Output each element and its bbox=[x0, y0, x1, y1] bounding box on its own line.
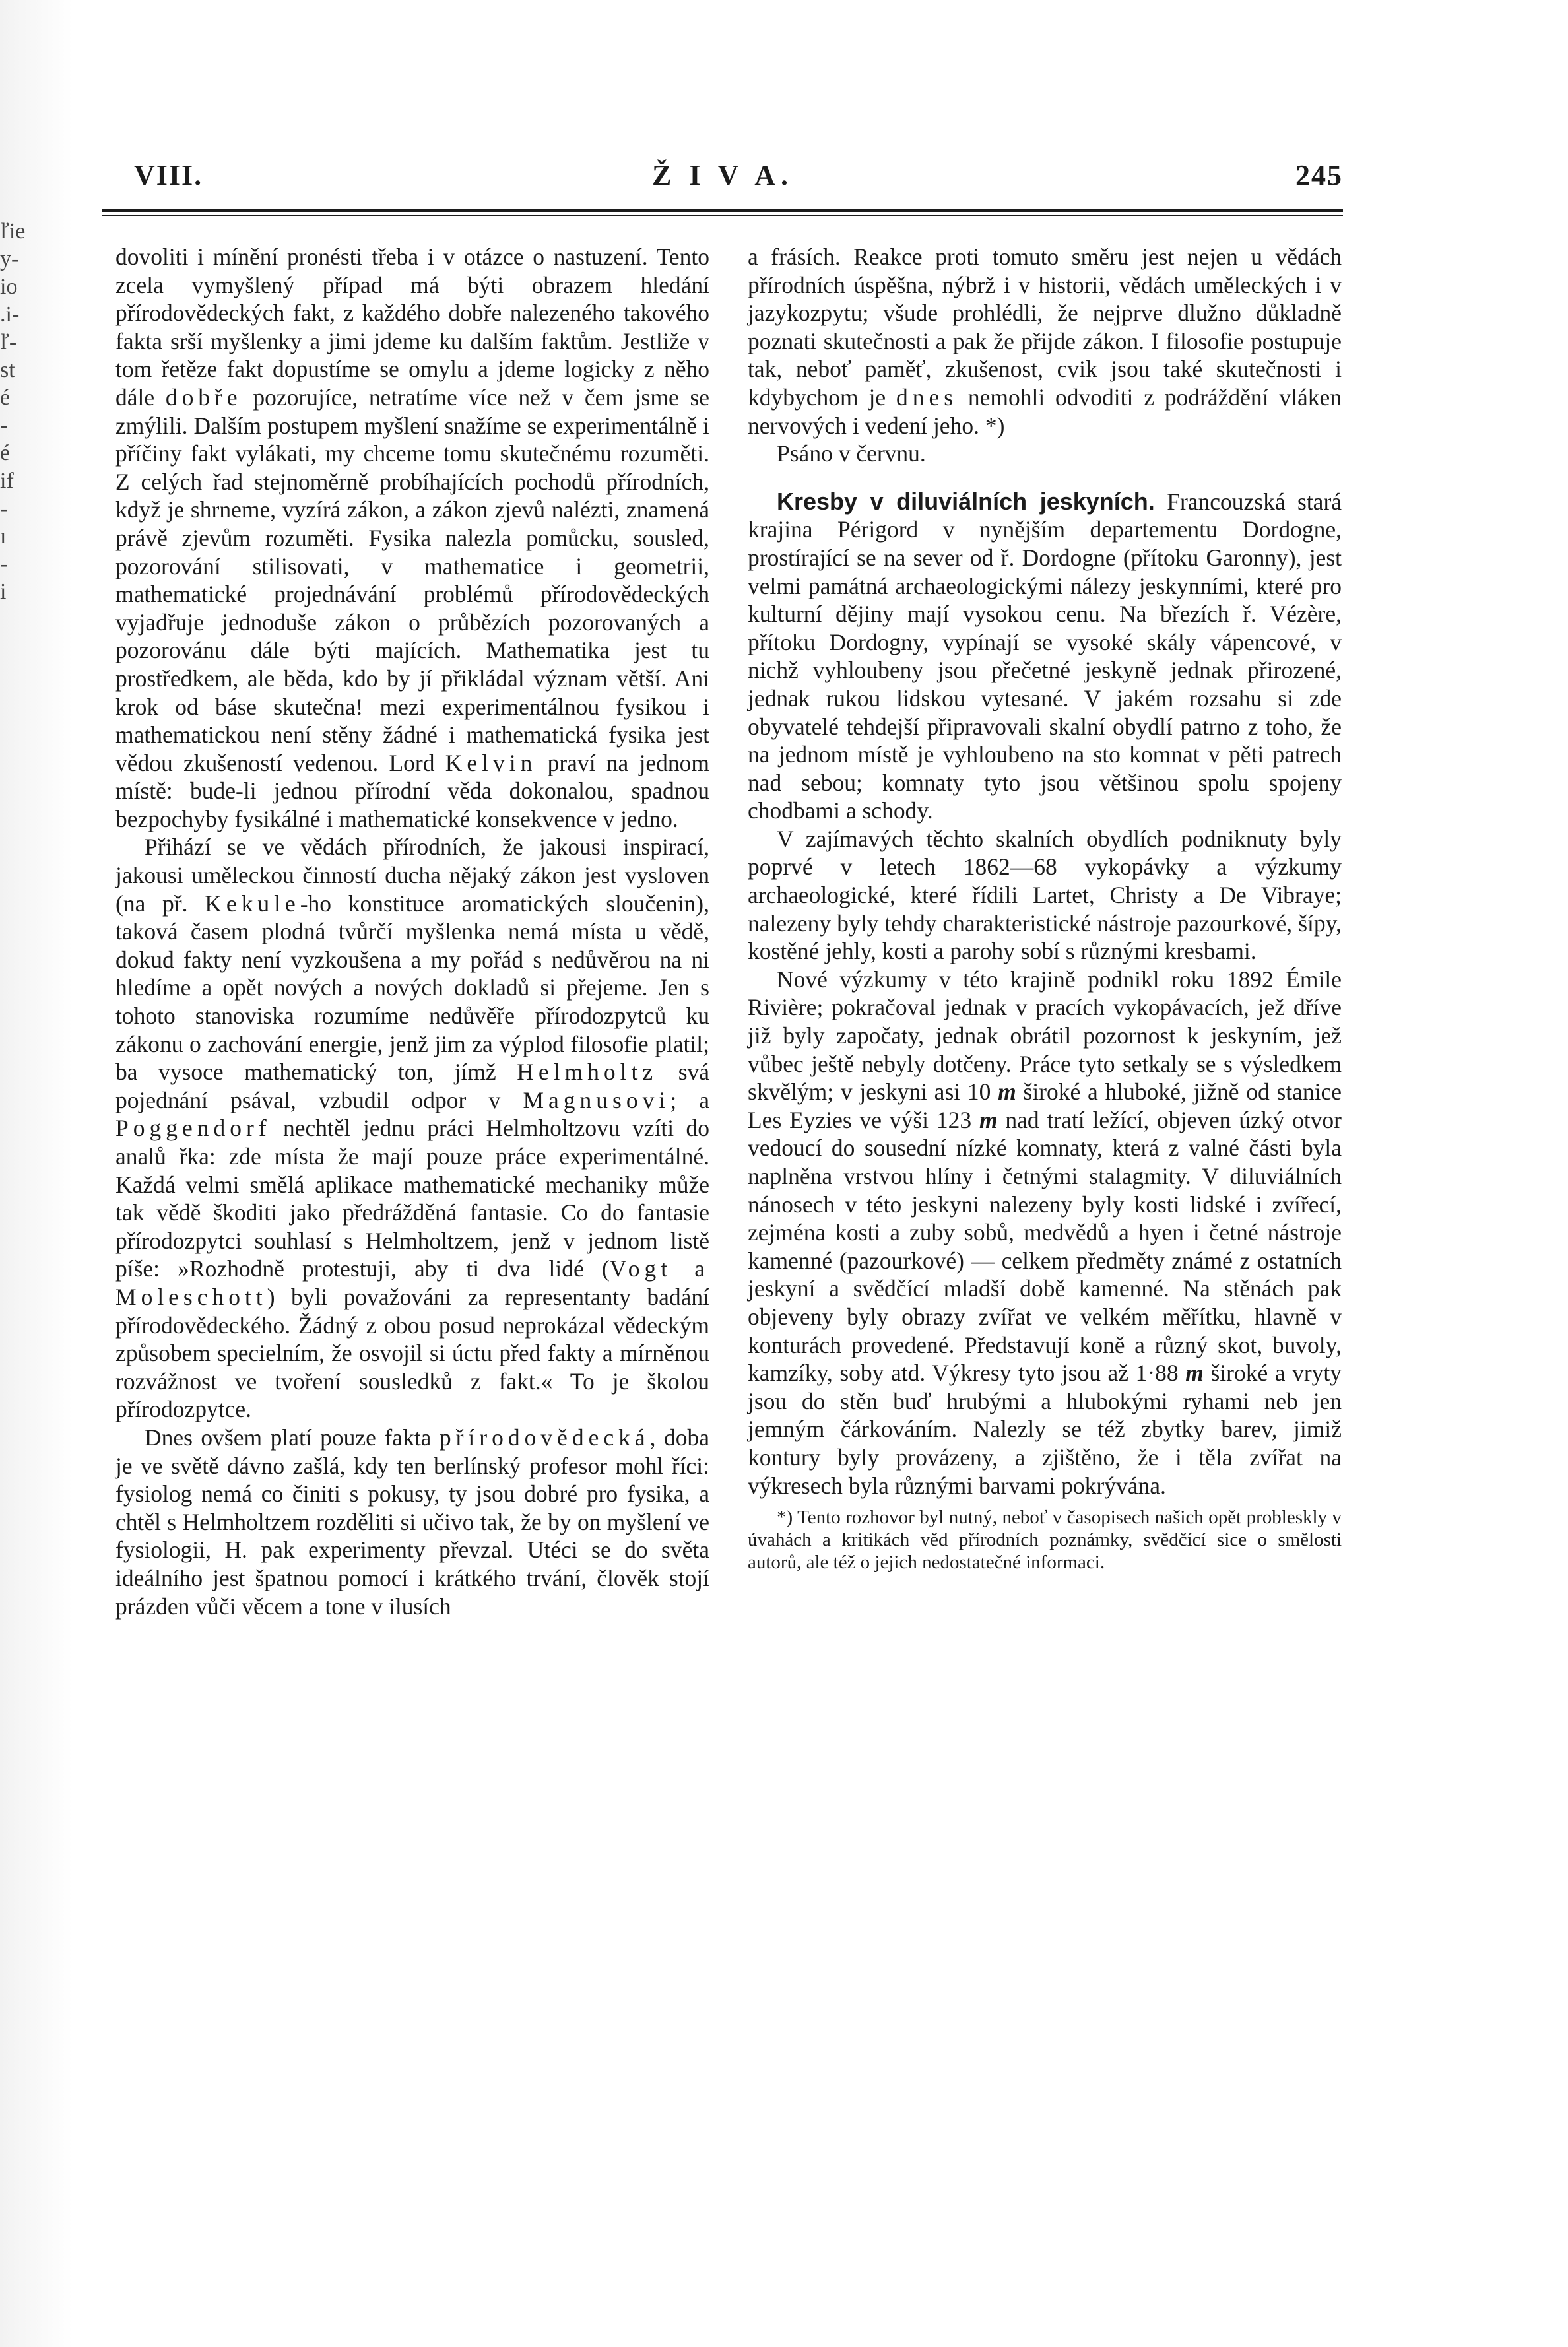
journal-title: Ž I V A. bbox=[651, 159, 793, 191]
fragment: ľie bbox=[0, 219, 26, 244]
unit-m: m bbox=[1185, 1360, 1204, 1387]
paragraph: Nové výzkumy v této krajině podnikl roku 1892 Émile Rivière; pokračoval jednak v pracích vykopávacích, jež dříve již byly započaty, jednak obrátil pozornost k jeskyním, jež vůbec ještě nebyly dotčeny. Práce tyto setkaly se s výsledkem skvělým; v jeskyni asi 10 m široké a hluboké, jižně od stanice Les Eyzies ve výši 123 m nad tratí ležící, objeven úzký otvor vedoucí do sousední nízké komnaty, která z valné části byla naplněna vrstvou hlíny i četnými stalagmity. V diluviálních nánosech v této jeskyni nalezeny byly kosti lidské i zvířecí, zejména kosti a zuby sobů, medvědů a hyen i četné nástroje kamenné (pazourkové) — celkem předměty známé z ostatních jeskyní a svědčící mladší době kamenné. Na stěnách pak objeveny byly obrazy zvířat ve velkém měřítku, hlavně v konturách provedené. Představují koně a různý skot, buvoly, kamzíky, soby atd. Výkresy tyto jsou až 1·88 m široké a vryty jsou do stěn buď hrubými a hlubokými ryhami neb jen jemným čárkováním. Nalezly se též zbytky barev, jimiž kontury byly provázeny, a zjištěno, že i těla zvířat na výkresech byla různými barvami pokrývána. bbox=[748, 966, 1342, 1499]
fragment: - bbox=[0, 496, 8, 521]
unit-m: m bbox=[998, 1078, 1016, 1106]
paragraph: V zajímavých těchto skalních obydlích podniknuty byly poprvé v letech 1862—68 vykopávky a výzkumy archaeologické, které řídili Lartet, Christy a De Vibraye; nalezeny byly tehdy charakteristické nástroje pazourkové, šípy, kostěné jehly, kosti a parohy sobí s různými kresbami. bbox=[748, 825, 1342, 965]
running-header bbox=[102, 152, 1343, 198]
fragment: .i- bbox=[0, 302, 20, 327]
fragment: io bbox=[0, 275, 18, 299]
volume-number: VIII. bbox=[134, 159, 203, 191]
fragment: st bbox=[0, 358, 15, 382]
fragment: - bbox=[0, 413, 8, 438]
footnote: *) Tento rozhovor byl nutný, neboť v časopisech našich opět probleskly v úvahách a kritikách věd přírodních poznámky, svědčící sice o smělosti autorů, ale též o jejich nedostatečné informaci. bbox=[748, 1507, 1342, 1573]
fragment: é bbox=[0, 385, 11, 410]
previous-page-fragments bbox=[0, 218, 26, 606]
section-heading: Kresby v diluviálních jeskyních. bbox=[777, 487, 1155, 515]
fragment: y- bbox=[0, 247, 19, 271]
left-column bbox=[115, 243, 709, 1620]
paragraph: a frásích. Reakce proti tomuto směru jest nejen u vědách přírodních úspěšna, nýbrž i v historii, vědách uměleckých i v jazykozpytu; všude prohlédli, že nejprve dlužno důkladně poznati skutečnosti a pak že přijde zákon. I filosofie postupuje tak, neboť paměť, zkušenost, cvik jsou také skutečnosti i kdybychom je dnes nemohli odvoditi z podráždění vláken nervových i vedení jeho. *) bbox=[748, 244, 1342, 439]
header-rule-thin bbox=[102, 215, 1343, 216]
date-line: Psáno v červnu. bbox=[777, 440, 926, 467]
fragment: ľ- bbox=[0, 330, 17, 354]
page-number: 245 bbox=[1295, 159, 1343, 191]
paragraph: Kresby v diluviálních jeskyních. Francouzská stará krajina Périgord v nynějším departementu Dordogne, prostírající se na sever od ř. Dordogne (přítoku Garonny), jest velmi památná archaeologickými nálezy jeskynními, které pro kulturní dějiny mají vysokou cenu. Na březích ř. Vézère, přítoku Dordogny, vypínají se vysoké skály vápencové, v nichž vyhloubeny jsou přečetné jeskyně jednak přirozené, jednak rukou lidskou vytesané. V jakém rozsahu si zde obyvatelé tehdejší připravovali skalní obydlí patrno z toho, že na jednom místě je vyhloubeno na sto komnat v pěti patrech nad sebou; komnaty tyto jsou většinou spolu spojeny chodbami a schody. bbox=[748, 487, 1342, 824]
fragment: é bbox=[0, 441, 11, 465]
paragraph: Dnes ovšem platí pouze fakta přírodovědecká, doba je ve světě dávno zašlá, kdy ten berlínský profesor mohl říci: fysiolog nemá co činiti s pokusy, ty jsou dobré pro fysika, a chtěl s Helmholtzem rozděliti si učivo tak, že by on myšlení ve fysiologii, H. pak experimenty převzal. Utéci se do světa ideálního jest špatnou pomocí i krátkého trvání, člověk stojí prázden vůči věcem a tone v ilusích bbox=[115, 1424, 709, 1620]
fragment: if bbox=[0, 469, 14, 493]
unit-m: m bbox=[979, 1106, 998, 1133]
fragment: i bbox=[0, 579, 7, 604]
fragment: - bbox=[0, 552, 8, 576]
journal-page bbox=[102, 152, 1343, 1620]
paragraph: Přihází se ve vědách přírodních, že jakousi inspirací, jakousi uměleckou činností ducha nějaký zákon jest vysloven (na př. Kekule-ho konstituce aromatických sloučenin), taková časem plodná tvůrčí myšlenka nemá místa u vědě, dokud fakty není vyzkoušena a my pořád s nedůvěrou na ni hledíme a opět nových a nových dokladů si přejeme. Jen s tohoto stanoviska rozumíme nedůvěře přírodozpytců ku zákonu o zachování energie, jenž jim za výplod filosofie platil; ba vysoce mathematický ton, jímž Helmholtz svá pojednání psával, vzbudil odpor v Magnusovi; a Poggendorf nechtěl jednu práci Helmholtzovu vzíti do analů řka: zde místa že mají pouze práce experimentálné. Každá velmi smělá aplikace mathematické mechaniky může tak vědě škoditi jako předrážděná fantasie. Co do fantasie přírodozpytci souhlasí s Helmholtzem, jenž v jednom listě píše: »Rozhodně protestuji, aby ti dva lidé (Vogt a Moleschott) byli považováni za representanty badání přírodovědeckého. Žádný z obou posud neprokázal vědeckým způsobem specielním, že osvojil si úctu před fakty a mírněnou rozvážnost ve tvoření sousledků z fakt.« To je školou přírodozpytce. bbox=[115, 834, 710, 1423]
header-rule-thick bbox=[102, 209, 1343, 212]
fragment: ı bbox=[0, 524, 7, 548]
right-column bbox=[748, 243, 1342, 1573]
spacer bbox=[748, 468, 1342, 488]
paragraph: dovoliti i mínění pronésti třeba i v otázce o nastuzení. Tento zcela vymyšlený případ má býti obrazem hledání přírodovědeckých fakt, z každého dobře nalezeného takového fakta srší myšlenky a jimi jdeme ku dalším faktům. Jestliže v tom řetěze fakt dopustíme se omylu a jdeme logicky z něho dále dobře pozorujíce, netratíme více než v čem jsme se zmýlili. Dalším postupem myšlení snažíme se experimentálně i příčiny fakt vylákati, my chceme tomu skutečnému rozuměti. Z celých řad stejnoměrně probíhajících pochodů přírodních, když je shrneme, vyzírá zákon, a zákon zjevů nalézti, znamená právě zjevům rozuměti. Fysika nalezla pomůcku, sousled, pozorování stilisovati, v mathematice i geometrii, mathematické projednávání problémů přírodovědeckých vyjadřuje jednoduše zákon o průbězích pozorovaných a pozorovánu dále býti majících. Mathematika jest tu prostředkem, ale běda, kdo by jí přikládal význam větší. Ani krok od báse skutečna! mezi experimentálnou fysikou i mathematickou není stěny žádné i mathematická fysika jest vědou zkušeností vedenou. Lord Kelvin praví na jednom místě: bude-li jednou přírodní věda dokonalou, spadnou bezpochyby fysikálné i mathematické konsekvence v jedno. bbox=[115, 244, 710, 832]
